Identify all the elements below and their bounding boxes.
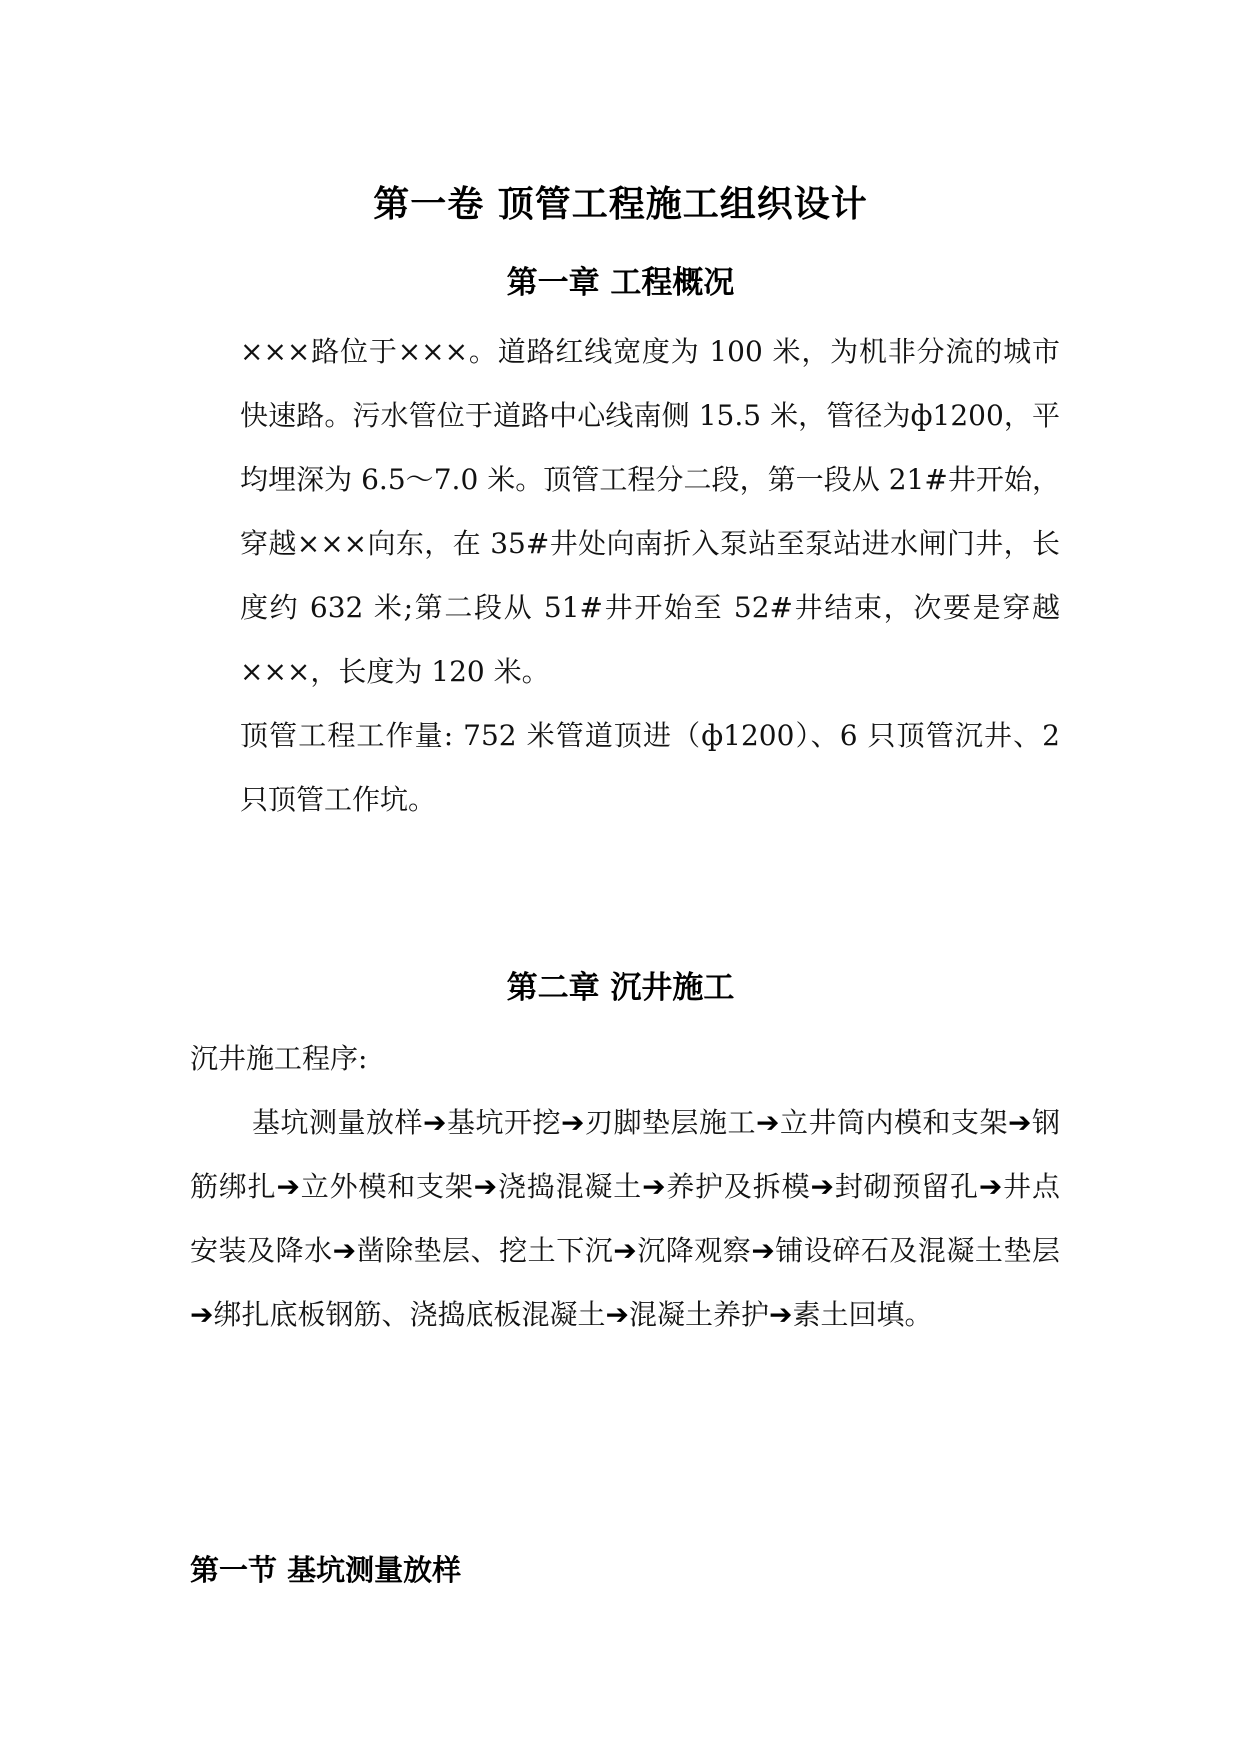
procedure-step: 井点安装及降水 xyxy=(190,1170,1060,1267)
arrow-right-icon: ➔ xyxy=(1007,1106,1032,1139)
arrow-right-icon: ➔ xyxy=(605,1298,629,1331)
arrow-right-icon: ➔ xyxy=(276,1170,300,1203)
chapter-1-paragraph-2: 顶管工程工作量: 752 米管道顶进（ф1200）、6 只顶管沉井、2 只顶管工作坑。 xyxy=(240,719,1060,816)
procedure-step: 基坑测量放样 xyxy=(252,1106,424,1139)
arrow-right-icon: ➔ xyxy=(190,1298,214,1331)
procedure-step: 钢筋绑扎 xyxy=(190,1106,1060,1203)
arrow-right-icon: ➔ xyxy=(768,1298,793,1331)
volume-title: 第一卷 顶管工程施工组织设计 xyxy=(373,184,868,225)
procedure-step: 立井筒内模和支架 xyxy=(779,1106,1008,1139)
chapter-1-title: 第一章 工程概况 xyxy=(506,265,735,301)
procedure-step: 素土回填。 xyxy=(792,1298,933,1331)
arrow-right-icon: ➔ xyxy=(751,1234,775,1267)
procedure-step: 刃脚垫层施工 xyxy=(584,1106,756,1139)
procedure-step: 浇捣混凝土 xyxy=(497,1170,643,1203)
procedure-step: 立外模和支架 xyxy=(299,1170,474,1203)
procedure-step: 铺设碎石及混凝土垫层 xyxy=(774,1234,1060,1267)
chapter-1-paragraph-1: ×××路位于×××。道路红线宽度为 100 米，为机非分流的城市快速路。污水管位于道路中心线南侧 15.5 米，管径为ф1200，平均埋深为 6.5～7.0 米。顶管工程分二段，第一段从 21#井开始，穿越×××向东，在 35#井处向南折入泵站至泵站进水闸门井，长度约 632 米;第二段从 51#井开始至 52#井结束，次要是穿越×××，长度为 120 米。 xyxy=(240,335,1060,688)
section-1-title: 第一节 基坑测量放样 xyxy=(190,1553,462,1587)
procedure-steps xyxy=(190,1091,1060,1347)
procedure-step: 基坑开挖 xyxy=(446,1106,561,1139)
procedure-step: 绑扎底板钢筋、浇捣底板混凝土 xyxy=(213,1298,606,1331)
procedure-step: 凿除垫层、挖土下沉 xyxy=(356,1234,614,1267)
arrow-right-icon: ➔ xyxy=(423,1106,447,1139)
arrow-right-icon: ➔ xyxy=(473,1170,498,1203)
arrow-right-icon: ➔ xyxy=(810,1170,834,1203)
arrow-right-icon: ➔ xyxy=(642,1170,666,1203)
procedure-step: 沉降观察 xyxy=(636,1234,752,1267)
chapter-2-title: 第二章 沉井施工 xyxy=(506,970,735,1006)
procedure-label: 沉井施工程序: xyxy=(190,1042,368,1075)
procedure-step: 封砌预留孔 xyxy=(833,1170,979,1203)
arrow-right-icon: ➔ xyxy=(332,1234,357,1267)
arrow-right-icon: ➔ xyxy=(561,1106,585,1139)
procedure-step: 养护及拆模 xyxy=(665,1170,811,1203)
procedure-step: 混凝土养护 xyxy=(628,1298,769,1331)
arrow-right-icon: ➔ xyxy=(613,1234,637,1267)
arrow-right-icon: ➔ xyxy=(755,1106,780,1139)
arrow-right-icon: ➔ xyxy=(978,1170,1003,1203)
